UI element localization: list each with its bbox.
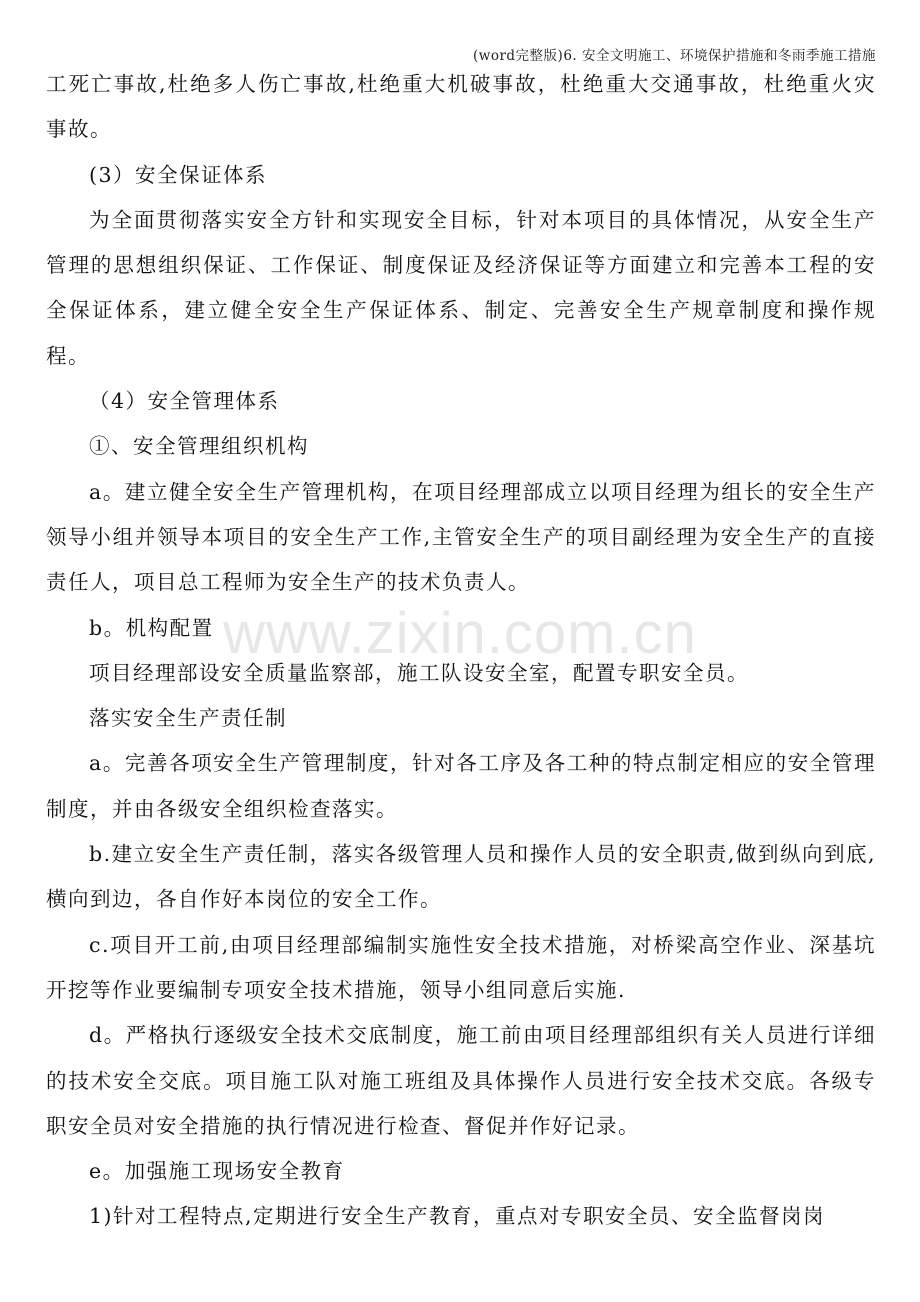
heading-item-b-configuration: b。机构配置 [89,615,214,640]
paragraph-item-d-disclosure: d。严格执行逐级安全技术交底制度，施工前由项目经理部组织有关人员进行详细的技术安全交底。项目施工队对施工班组及具体操作人员进行安全技术交底。各级专职安全员对安全措施的执行情况进行检查、督促并作好记录。 [46,1023,876,1138]
paragraph-item-c-measures: c.项目开工前,由项目经理部编制实施性安全技术措施，对桥梁高空作业、深基坑开挖等作业要编制专项安全技术措施，领导小组同意后实施. [46,932,876,1002]
paragraph-item-a-organization: a。建立健全安全生产管理机构，在项目经理部成立以项目经理为组长的安全生产领导小组并领导本项目的安全生产工作,主管安全生产的项目副经理为安全生产的直接责任人，项目总工程师为安全生产的技术负责人。 [46,479,876,595]
paragraph-assurance-system: 为全面贯彻落实安全方针和实现安全目标，针对本项目的具体情况，从安全生产管理的思想组织保证、工作保证、制度保证及经济保证等方面建立和完善本工程的安全保证体系，建立健全安全生产保证体系、制定、完善安全生产规章制度和操作规程。 [46,207,876,368]
page-header: (word完整版)6. 安全文明施工、环境保护措施和冬雨季施工措施 [473,48,876,64]
document-body [46,62,876,1240]
watermark-text: www.zixin.com.cn [223,601,697,666]
heading-item-e-education: e。加强施工现场安全教育 [89,1159,345,1184]
heading-responsibility-system: 落实安全生产责任制 [89,706,287,731]
paragraph-accident-goals: 工死亡事故,杜绝多人伤亡事故,杜绝重大机破事故，杜绝重大交通事故，杜绝重火灾事故。 [46,72,876,142]
paragraph-item-b-responsibility: b.建立安全生产责任制，落实各级管理人员和操作人员的安全职责,做到纵向到底,横向到边，各自作好本岗位的安全工作。 [46,842,876,912]
heading-safety-assurance-system: (3）安全保证体系 [89,162,268,187]
paragraph-item-a-rules: a。完善各项安全生产管理制度，针对各工序及各工种的特点制定相应的安全管理制度，并由各级安全组织检查落实。 [46,751,876,821]
heading-safety-management-system: （4）安全管理体系 [89,389,280,414]
heading-management-organization: ①、安全管理组织机构 [89,434,309,459]
paragraph-configuration: 项目经理部设安全质量监察部，施工队设安全室，配置专职安全员。 [89,660,749,685]
paragraph-item-1-education: 1)针对工程特点,定期进行安全生产教育，重点对专职安全员、安全监督岗岗 [89,1204,826,1229]
